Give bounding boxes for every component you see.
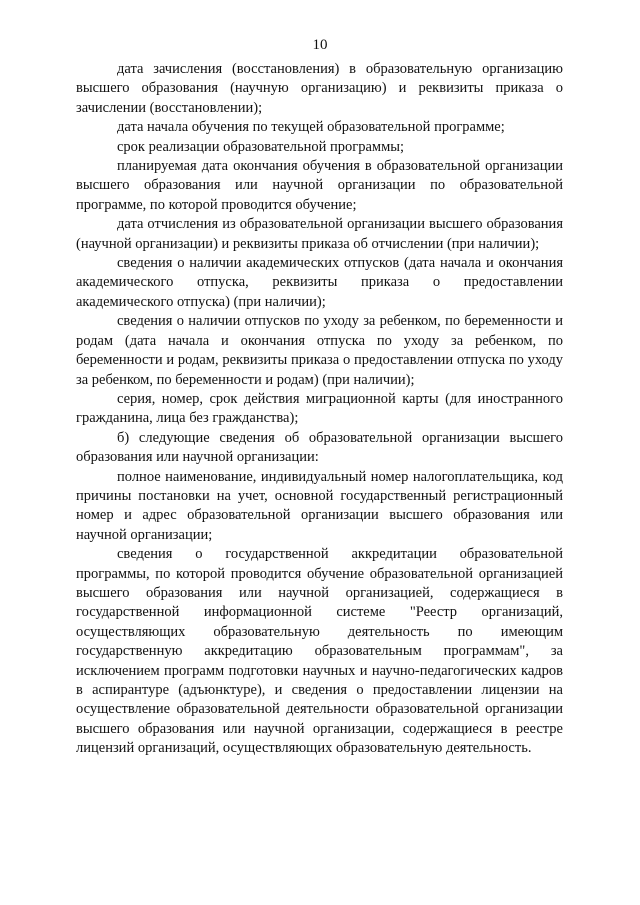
paragraph-parental-leave: сведения о наличии отпусков по уходу за ребенком, по беременности и родам (дата начала и окончания отпуска по уходу за ребенком, по беременности и родам, реквизиты приказа о предоставлении отпуска по уходу за ребенком, по беременности и родам) (при наличии); — [76, 313, 563, 388]
paragraph-planned-completion-date: планируемая дата окончания обучения в образовательной организации высшего образования или научной организации по образовательной программе, по которой проводится обучение; — [76, 158, 563, 213]
paragraph-expulsion-date: дата отчисления из образовательной организации высшего образования (научной организации) и реквизиты приказа об отчислении (при наличии); — [76, 216, 563, 252]
paragraph-enrollment-date: дата зачисления (восстановления) в образовательную организацию высшего образования (научную организацию) и реквизиты приказа о зачислении (восстановлении); — [76, 61, 563, 116]
paragraph-organization-details: полное наименование, индивидуальный номер налогоплательщика, код причины постановки на учет, основной государственный регистрационный номер и адрес образовательной организации высшего образования или научной организации; — [76, 468, 563, 543]
paragraph-academic-leave: сведения о наличии академических отпусков (дата начала и окончания академического отпуска, реквизиты приказа о предоставлении академического отпуска) (при наличии); — [76, 255, 563, 310]
paragraph-organization-info-heading: б) следующие сведения об образовательной организации высшего образования или научной организации: — [76, 429, 563, 466]
paragraph-accreditation-info: сведения о государственной аккредитации образовательной программы, по которой проводится обучение образовательной организацией высшего образования или научной организацией, содержащиеся в государственной информационной системе "Реестр организаций, осуществляющих образовательную деятельность по имеющим государственную аккредитацию образовательным программам", за исключением программ подготовки научных и научно-педагогических кадров в аспирантуре (адъюнктуре), и сведения о предоставлении лицензии на осуществление образовательной деятельности образовательной организации высшего образования или научной организации, содержащиеся в реестре лицензий организаций, осуществляющих образовательную деятельность. — [76, 546, 563, 757]
paragraph-program-duration: срок реализации образовательной программы; — [117, 138, 405, 155]
paragraph-migration-card: серия, номер, срок действия миграционной карты (для иностранного гражданина, лица без гражданства); — [76, 390, 563, 427]
document-body — [76, 60, 563, 759]
page-number: 10 — [312, 37, 328, 53]
paragraph-study-start-date: дата начала обучения по текущей образовательной программе; — [117, 119, 505, 136]
